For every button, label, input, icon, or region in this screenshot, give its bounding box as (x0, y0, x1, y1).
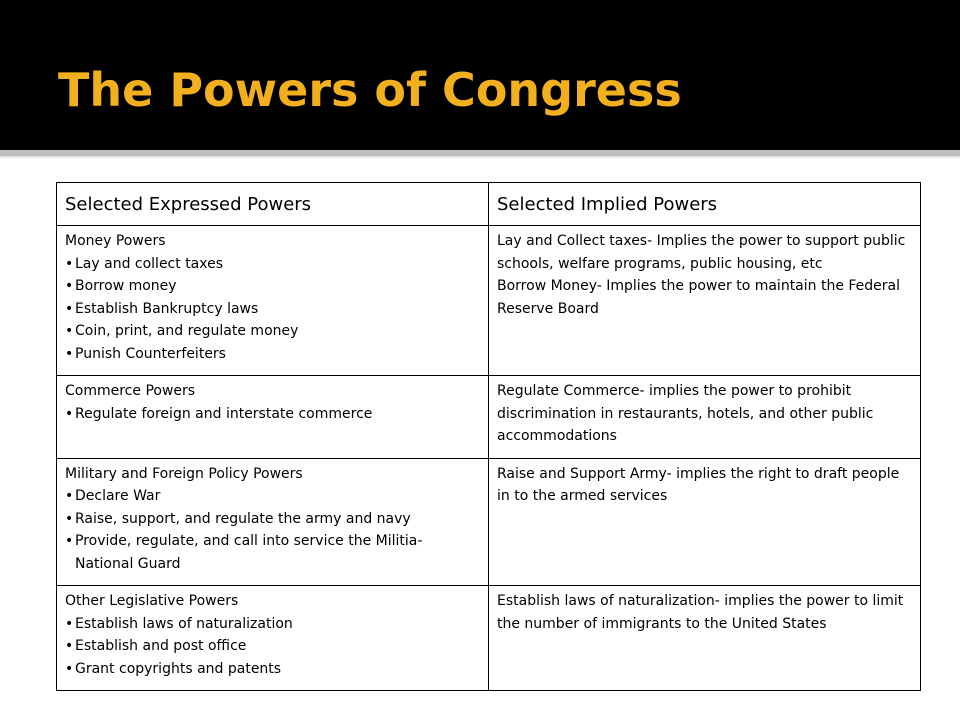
implied-cell (489, 586, 921, 691)
implied-text: Raise and Support Army- implies the right to draft people in to the armed services (497, 465, 900, 504)
expressed-list (65, 613, 480, 681)
table-row (57, 226, 921, 376)
implied-cell (489, 376, 921, 459)
implied-text: Lay and Collect taxes- Implies the power to support public schools, welfare programs, public housing, etc (497, 233, 906, 272)
expressed-item: • Lay and collect taxes (65, 253, 480, 276)
table-row (57, 376, 921, 459)
header-implied-powers: Selected Implied Powers (489, 183, 921, 226)
expressed-list (65, 253, 480, 366)
expressed-list (65, 403, 480, 426)
implied-text: Regulate Commerce- implies the power to prohibit discrimination in restaurants, hotels, and other public accommodations (497, 383, 874, 444)
implied-cell (489, 458, 921, 586)
expressed-heading: Other Legislative Powers (65, 593, 239, 609)
expressed-item: • Regulate foreign and interstate commerce (65, 403, 480, 426)
expressed-heading: Military and Foreign Policy Powers (65, 465, 303, 482)
expressed-item: • Coin, print, and regulate money (65, 320, 480, 343)
expressed-item: • Borrow money (65, 275, 480, 298)
expressed-cell (57, 458, 489, 586)
expressed-item: • Raise, support, and regulate the army and navy (65, 508, 480, 531)
expressed-item: • Declare War (65, 485, 480, 508)
title-divider-highlight (0, 156, 960, 158)
expressed-cell (57, 376, 489, 459)
expressed-item: • Provide, regulate, and call into service the Militia- National Guard (65, 530, 480, 575)
expressed-heading: Commerce Powers (65, 383, 196, 399)
table-header-row (57, 183, 921, 226)
implied-text: Establish laws of naturalization- implies the power to limit the number of immigrants to the United States (497, 593, 904, 632)
expressed-list (65, 485, 480, 575)
expressed-item: • Establish Bankruptcy laws (65, 298, 480, 321)
expressed-item: • Establish laws of naturalization (65, 613, 480, 636)
expressed-cell (57, 586, 489, 691)
expressed-heading: Money Powers (65, 233, 166, 249)
implied-cell (489, 226, 921, 376)
expressed-item: • Establish and post office (65, 635, 480, 658)
expressed-cell (57, 226, 489, 376)
table-row (57, 586, 921, 691)
expressed-item: • Grant copyrights and patents (65, 658, 480, 681)
implied-text: Borrow Money- Implies the power to maintain the Federal Reserve Board (497, 278, 901, 317)
expressed-item: • Punish Counterfeiters (65, 343, 480, 366)
powers-table (56, 182, 921, 691)
slide-title: The Powers of Congress (58, 63, 682, 117)
table-row (57, 458, 921, 586)
header-expressed-powers: Selected Expressed Powers (57, 183, 489, 226)
